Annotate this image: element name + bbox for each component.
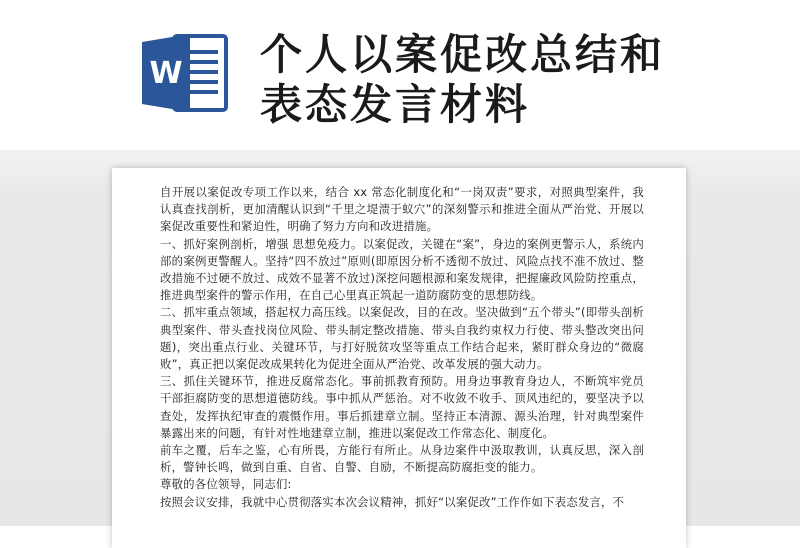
document-body [160,184,644,511]
paragraph-section-2: 二、抓牢重点领域，搭起权力高压线。以案促改，目的在改。坚决做到“五个带头”(即带头剖析典型案件、带头查找岗位风险、带头制定整改措施、带头自我约束权力行使、带头整改突出问题)，突出重点行业、关键环节，与打好脱贫攻坚等重点工作结合起来，紧盯群众身边的“微腐败”，真正把以案促改成果转化为促进全面从严治党、改革发展的强大动力。 [160,305,644,372]
paragraph-intro: 自开展以案促改专项工作以来，结合 xx 常态化制度化和“一岗双责”要求，对照典型案件，我认真查找剖析，更加清醒认识到“千里之堤溃于蚁穴”的深刻警示和推进全面从严治党、开展以案促改重要性和紧迫性，明确了努力方向和改进措施。 [160,185,644,234]
paragraph-section-1: 一、抓好案例剖析，增强 思想免疫力。以案促改，关键在“案”，身边的案例更警示人，系统内部的案例更警醒人。坚持“四不放过”原则(即原因分析不透彻不放过、风险点找不准不放过、整改措施不过硬不放过、成效不显著不放过)深挖问题根源和案发规律，把握廉政风险防控重点，推进典型案件的警示作用，在自己心里真正筑起一道防腐防变的思想防线。 [160,236,644,303]
header-banner [0,0,800,160]
paragraph-section-3: 三、抓住关键环节，推进反腐常态化。事前抓教育预防。用身边事教育身边人，不断筑牢党员干部拒腐防变的思想道德防线。事中抓从严惩治。对不收敛不收手、顶风违纪的，要坚决予以查处，发挥执纪审查的震慑作用。事后抓建章立制。坚持正本清源、源头治理，针对典型案件暴露出来的问题，有针对性地建章立制，推进以案促改工作常态化、制度化。 [160,374,644,440]
paragraph-salutation: 尊敬的各位领导，同志们: [160,477,292,492]
paragraph-conclusion: 前车之覆，后车之鉴，心有所畏，方能行有所止。从身边案件中汲取教训，认真反思，深入剖析，警钟长鸣，做到自重、自省、自警、自励，不断提高防腐拒变的能力。 [160,443,644,475]
document-page [112,168,686,548]
title-line-1: 个人以案促改总结和 [260,30,666,79]
paragraph-speech-start: 按照会议安排，我就中心贯彻落实本次会议精神，抓好“以案促改”工作作如下表态发言，不 [160,494,625,509]
word-document-icon [140,30,230,116]
page-title [260,30,780,130]
title-line-2: 表态发言材料 [260,80,531,129]
word-w-letter: W [149,56,183,91]
